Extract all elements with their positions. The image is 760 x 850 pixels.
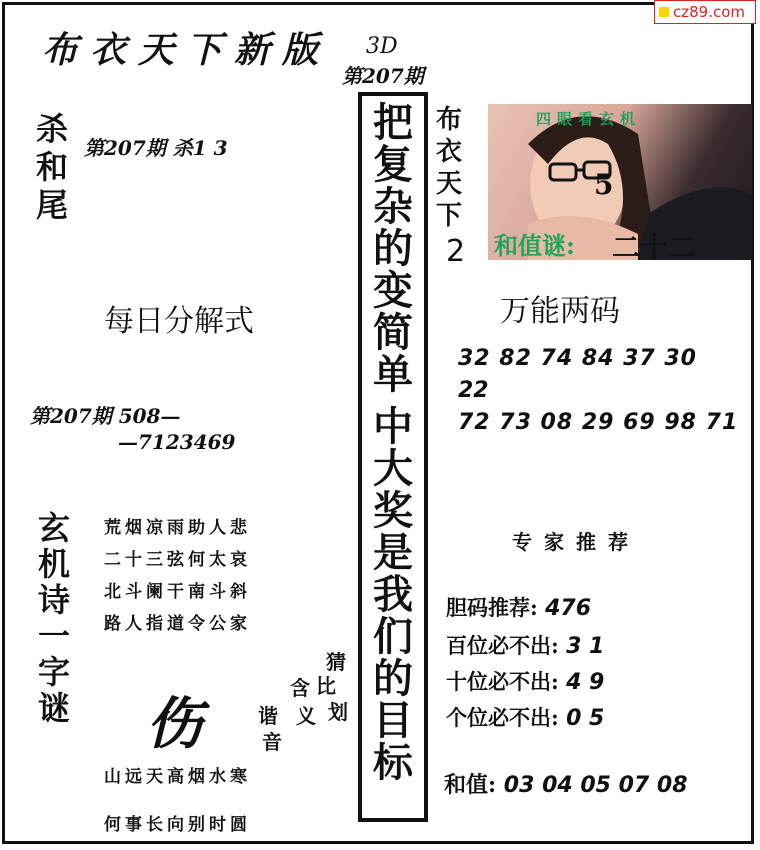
brand-char: 衣: [436, 137, 463, 167]
hint-char: 比: [316, 674, 336, 698]
codes-row-1: 32 82 74 84 37 30: [458, 346, 697, 371]
sum-riddle-label: 和值谜:: [494, 231, 575, 260]
brand-number: 2: [446, 234, 466, 269]
slogan-char: 变: [373, 267, 413, 314]
slogan-char: 复: [373, 141, 413, 188]
slogan-char: 大: [373, 445, 413, 492]
issue-number: 第207期: [342, 64, 424, 88]
page-title: 布衣天下新版: [42, 29, 331, 71]
slogan-char: 目: [373, 697, 413, 744]
brand-title: [436, 104, 462, 232]
kill-sum-title-char: 尾: [36, 186, 69, 224]
rec-label: 胆码推荐:: [446, 595, 538, 620]
two-codes-title: 万能两码: [500, 294, 620, 329]
hint-char: 音: [262, 730, 282, 754]
site-tag[interactable]: [654, 0, 756, 24]
daily-title: 每日分解式: [104, 304, 254, 339]
daily-line-2: —7123469: [118, 430, 236, 454]
expert-title: 专家推荐: [512, 530, 640, 554]
slogan-char: 简: [373, 309, 413, 356]
hint-char: 含: [290, 676, 310, 700]
rec-label: 百位必不出:: [446, 633, 559, 658]
brand-char: 布: [436, 105, 463, 135]
mystic-title-char: 一: [38, 617, 71, 655]
codes-row-3: 72 73 08 29 69 98 71: [458, 410, 739, 435]
slogan-char: 的: [373, 655, 413, 702]
slogan-char: 中: [373, 403, 413, 450]
rec-row: [446, 702, 604, 732]
poem-line: 北斗阑干南斗斜: [104, 582, 251, 602]
rec-row: [446, 592, 591, 622]
rec-row: [446, 630, 604, 660]
rec-value: 3 1: [566, 634, 605, 659]
kill-sum-text: 第207期 杀1 3: [84, 136, 228, 160]
hint-char: 猜: [326, 650, 346, 674]
site-tag-text: cz89.com: [673, 3, 746, 21]
poem-line: 二十三弦何太哀: [104, 550, 251, 570]
poem-line: 路人指道令公家: [104, 614, 251, 634]
slogan-char: 标: [373, 739, 413, 786]
tag-3d: 3D: [366, 34, 398, 59]
kill-sum-title-char: 杀: [36, 110, 69, 148]
photo-number: 5: [594, 168, 614, 201]
sum-value-row: [444, 768, 688, 799]
poem-line-5: 山远天高烟水寒: [104, 767, 251, 787]
mystic-title-char: 字: [38, 653, 71, 691]
mystic-title-char: 机: [38, 545, 71, 583]
slogan-char: 是: [373, 529, 413, 576]
daily-line-1: 第207期 508—: [30, 404, 181, 428]
mystic-title-char: 诗: [38, 581, 71, 619]
rec-label: 十位必不出:: [446, 669, 559, 694]
slogan-char: 我: [373, 571, 413, 618]
mystic-title-char: 玄: [38, 509, 71, 547]
rec-value: 0 5: [566, 706, 605, 731]
rec-label: 个位必不出:: [446, 705, 559, 730]
slogan-char: 奖: [373, 487, 413, 534]
brand-char: 下: [436, 201, 463, 231]
slogan-char: 杂: [373, 183, 413, 230]
slogan-box: [358, 92, 428, 822]
site-tag-icon: [659, 7, 669, 17]
rec-value: 476: [545, 596, 592, 621]
poem-block: [104, 512, 251, 640]
mystic-title: [38, 510, 70, 726]
slogan-char: 把: [373, 99, 413, 146]
hint-char: 划: [328, 700, 348, 724]
sum-riddle-value: 二十二: [612, 231, 697, 264]
slogan-char: 们: [373, 613, 413, 660]
riddle-char: 伤: [146, 691, 202, 757]
poem-line: 荒烟凉雨助人悲: [104, 518, 251, 538]
codes-row-2: 22: [458, 378, 489, 403]
hint-char: 谐: [258, 704, 278, 728]
brand-char: 天: [436, 169, 463, 199]
slogan-char: 单: [373, 351, 413, 398]
kill-sum-title-char: 和: [36, 148, 69, 186]
photo-title: 四眼看玄机: [536, 110, 642, 128]
hint-char: 义: [296, 704, 316, 728]
kill-sum-title: [36, 110, 68, 224]
slogan-char: 的: [373, 225, 413, 272]
mystic-title-char: 谜: [38, 689, 71, 727]
sum-label: 和值:: [444, 772, 497, 798]
poem-line-6: 何事长向别时圆: [104, 815, 251, 835]
sum-values: 03 04 05 07 08: [503, 773, 688, 798]
rec-row: [446, 666, 604, 696]
rec-value: 4 9: [566, 670, 605, 695]
